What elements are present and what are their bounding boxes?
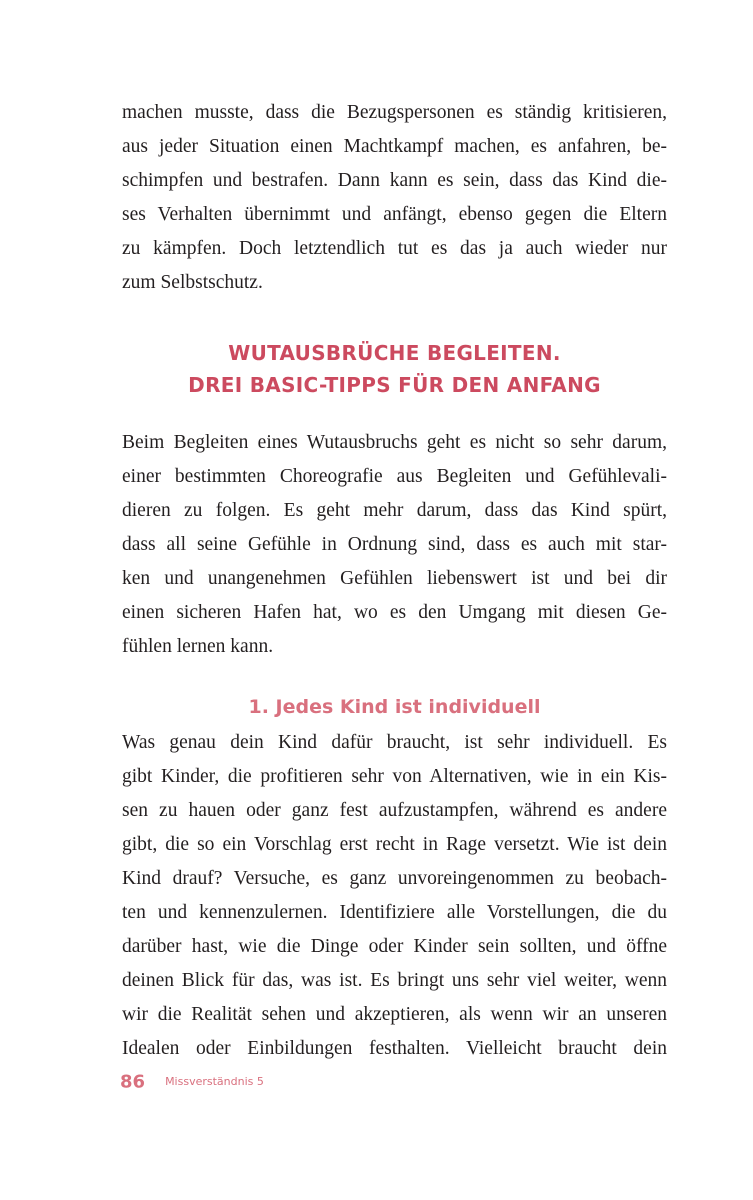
text-line: schimpfen und bestrafen. Dann kann es sein, dass das Kind die-: [122, 170, 667, 191]
running-title: Missverständnis 5: [165, 1075, 264, 1089]
page-footer: [120, 1068, 264, 1096]
text-line: gibt Kinder, die profitieren sehr von Alternativen, wie in ein Kis-: [122, 766, 667, 787]
text-line: ten und kennenzulernen. Identifiziere alle Vorstellungen, die du: [122, 902, 667, 923]
text-line: Kind drauf? Versuche, es ganz unvoreingenommen zu beobach-: [122, 868, 667, 889]
text-line: sen zu hauen oder ganz fest aufzustampfen, während es andere: [122, 800, 667, 821]
text-line: ses Verhalten übernimmt und anfängt, ebenso gegen die Eltern: [122, 204, 667, 225]
paragraph-guidance: [122, 426, 667, 664]
paragraph-intro: [122, 96, 667, 300]
text-line: aus jeder Situation einen Machtkampf machen, es anfahren, be-: [122, 136, 667, 157]
text-line: zum Selbstschutz.: [122, 272, 263, 293]
section-heading-line-2: DREI BASIC-TIPPS FÜR DEN ANFANG: [188, 373, 601, 397]
text-line: fühlen lernen kann.: [122, 636, 274, 657]
text-line: einer bestimmten Choreografie aus Begleiten und Gefühlevali-: [122, 466, 667, 487]
section-heading-line-1: WUTAUSBRÜCHE BEGLEITEN.: [228, 341, 561, 365]
text-line: dass all seine Gefühle in Ordnung sind, dass es auch mit star-: [122, 534, 667, 555]
text-line: gibt, die so ein Vorschlag erst recht in Rage versetzt. Wie ist dein: [122, 834, 667, 855]
paragraph-individual: [122, 726, 667, 1066]
text-line: deinen Blick für das, was ist. Es bringt uns sehr viel weiter, wenn: [122, 970, 667, 991]
subsection-heading: 1. Jedes Kind ist individuell: [248, 696, 541, 718]
text-line: wir die Realität sehen und akzeptieren, als wenn wir an unseren: [122, 1004, 667, 1025]
text-line: darüber hast, wie die Dinge oder Kinder sein sollten, und öffne: [122, 936, 667, 957]
section-heading: [122, 337, 667, 401]
page-number: 86: [120, 1071, 146, 1093]
text-line: Beim Begleiten eines Wutausbruchs geht es nicht so sehr darum,: [122, 432, 667, 453]
text-line: einen sicheren Hafen hat, wo es den Umgang mit diesen Ge-: [122, 602, 667, 623]
text-line: machen musste, dass die Bezugspersonen es ständig kritisieren,: [122, 102, 667, 123]
text-line: ken und unangenehmen Gefühlen liebenswert ist und bei dir: [122, 568, 667, 589]
text-line: Was genau dein Kind dafür braucht, ist sehr individuell. Es: [122, 732, 667, 753]
text-line: dieren zu folgen. Es geht mehr darum, dass das Kind spürt,: [122, 500, 667, 521]
text-line: zu kämpfen. Doch letztendlich tut es das ja auch wieder nur: [122, 238, 667, 259]
text-line: Idealen oder Einbildungen festhalten. Vielleicht braucht dein: [122, 1038, 667, 1059]
